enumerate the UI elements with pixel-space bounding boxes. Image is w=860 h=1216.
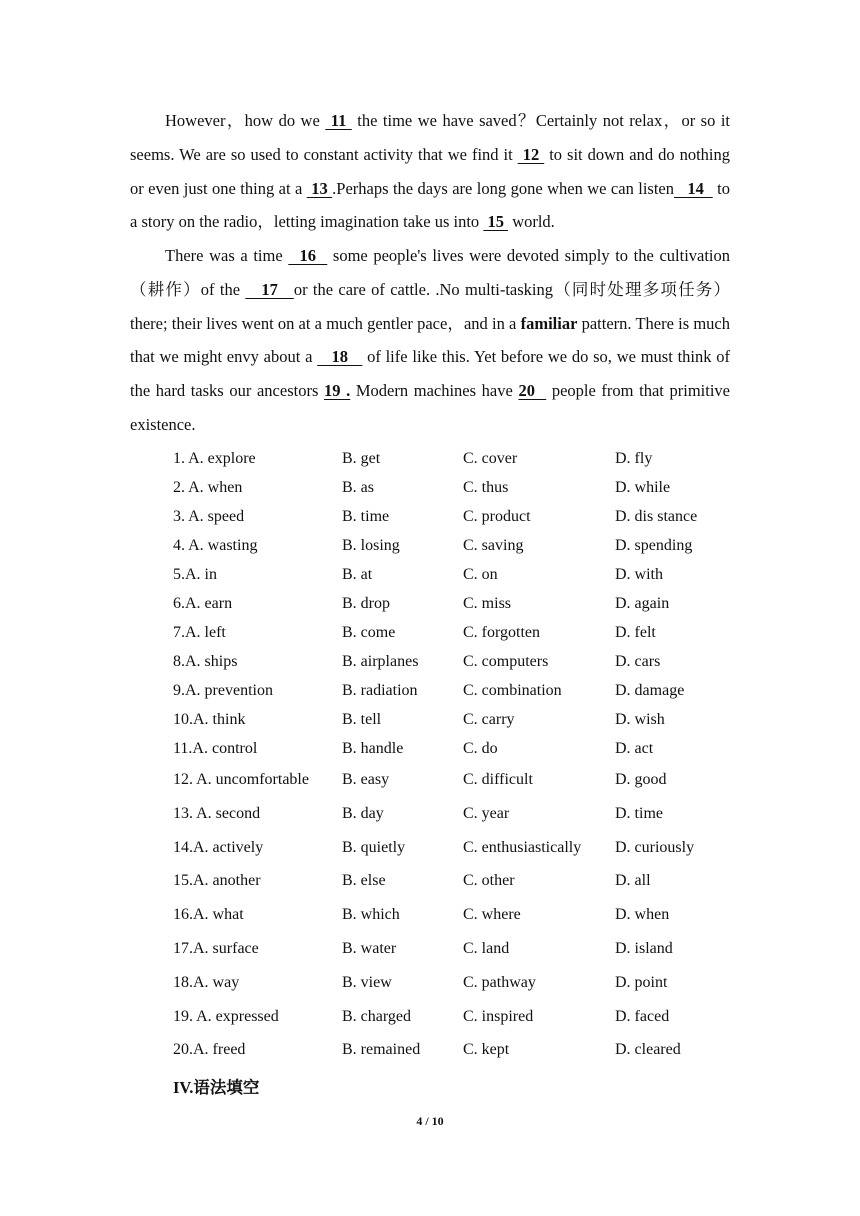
- option-c: C. inspired: [463, 1007, 534, 1025]
- blank-18: 18: [317, 347, 363, 367]
- option-a: 1. A. explore: [173, 450, 256, 467]
- option-c: C. cover: [463, 450, 518, 467]
- passage-text: the time we have saved？Certainly not relax，or so it seems. We are so used to constant activity that we find it: [130, 111, 730, 164]
- option-c: C. do: [463, 740, 498, 757]
- option-d: D. fly: [615, 450, 653, 467]
- option-d: D. cleared: [615, 1041, 681, 1059]
- option-c: C. other: [463, 872, 515, 890]
- option-a: 8.A. ships: [173, 653, 238, 670]
- option-d: D. wish: [615, 711, 665, 728]
- option-b: B. quietly: [342, 838, 406, 856]
- option-b: B. as: [342, 479, 374, 496]
- passage-paragraph-2: [130, 239, 730, 442]
- option-b: B. airplanes: [342, 653, 419, 670]
- option-c: C. miss: [463, 595, 512, 612]
- blank-14: 14: [674, 178, 713, 198]
- passage-text: some people's lives were devoted simply to the cultivation（耕作）of the: [130, 246, 731, 299]
- blank-15: 15: [483, 212, 509, 232]
- option-row: [173, 531, 733, 560]
- option-b: B. day: [342, 804, 384, 822]
- option-row: [173, 1000, 733, 1034]
- option-b: B. radiation: [342, 682, 418, 699]
- option-b: B. get: [342, 450, 381, 467]
- passage-text: to sit down and do nothing or even just one thing at a: [130, 144, 730, 198]
- option-row: [173, 932, 733, 966]
- option-a: 4. A. wasting: [173, 537, 258, 554]
- option-d: D. damage: [615, 682, 685, 699]
- passage-text: pattern. There is much that we might envy about a: [130, 313, 730, 367]
- option-row: [173, 473, 733, 502]
- option-b: B. view: [342, 973, 392, 991]
- blank-19: 19 .: [324, 381, 351, 401]
- option-c: C. thus: [463, 479, 509, 496]
- option-b: B. which: [342, 906, 400, 924]
- option-b: B. come: [342, 624, 396, 641]
- passage-text: or the care of cattle. .No multi-tasking（同时处理多项任务）there; their lives went on at a much gentler pace，and in a: [130, 279, 731, 333]
- option-d: D. time: [615, 804, 663, 822]
- page-number: 4 / 10: [416, 1114, 444, 1128]
- blank-12: 12: [517, 144, 545, 164]
- option-a: 12. A. uncomfortable: [173, 771, 309, 788]
- option-a: 7.A. left: [173, 624, 226, 641]
- bold-word: familiar: [520, 313, 578, 333]
- option-c: C. difficult: [463, 771, 533, 788]
- option-c: C. land: [463, 939, 510, 957]
- blank-20: 20: [518, 381, 547, 401]
- option-c: C. product: [463, 508, 531, 525]
- option-row: [173, 560, 733, 589]
- option-d: D. act: [615, 740, 654, 757]
- option-a: 16.A. what: [173, 906, 244, 924]
- option-row: [173, 864, 733, 898]
- option-a: 3. A. speed: [173, 508, 245, 525]
- option-d: D. good: [615, 771, 667, 788]
- option-row: [173, 502, 733, 531]
- option-a: 13. A. second: [173, 804, 261, 822]
- option-d: D. with: [615, 566, 663, 583]
- option-a: 14.A. actively: [173, 838, 264, 856]
- option-d: D. while: [615, 479, 671, 496]
- option-b: B. time: [342, 508, 390, 525]
- option-d: D. felt: [615, 624, 656, 641]
- option-d: D. again: [615, 595, 670, 612]
- option-d: D. spending: [615, 537, 693, 554]
- answer-options-table: [173, 444, 733, 1067]
- option-a: 11.A. control: [173, 740, 258, 757]
- option-b: B. water: [342, 939, 397, 957]
- option-a: 17.A. surface: [173, 939, 259, 957]
- option-c: C. year: [463, 804, 510, 822]
- option-d: D. cars: [615, 653, 661, 670]
- option-b: B. losing: [342, 537, 400, 554]
- option-c: C. enthusiastically: [463, 838, 582, 856]
- passage-text: .Perhaps the days are long gone when we can listen: [332, 178, 675, 198]
- option-d: D. point: [615, 973, 668, 991]
- option-c: C. kept: [463, 1041, 510, 1059]
- option-row: [173, 831, 733, 865]
- option-c: C. on: [463, 566, 498, 583]
- passage-paragraph-1: [130, 104, 730, 239]
- blank-17: 17: [245, 279, 294, 299]
- option-d: D. faced: [615, 1007, 670, 1025]
- option-c: C. carry: [463, 711, 515, 728]
- option-b: B. at: [342, 566, 373, 583]
- option-row: [173, 797, 733, 831]
- option-c: C. forgotten: [463, 624, 541, 641]
- option-b: B. else: [342, 872, 386, 890]
- option-d: D. island: [615, 939, 673, 957]
- option-row: [173, 647, 733, 676]
- option-c: C. saving: [463, 537, 524, 554]
- option-a: 2. A. when: [173, 479, 243, 496]
- option-c: C. pathway: [463, 973, 536, 991]
- passage-text: However，how do we: [165, 111, 326, 130]
- option-a: 19. A. expressed: [173, 1007, 279, 1025]
- passage-text: people from that primitive existence.: [130, 381, 730, 434]
- option-row: [173, 1033, 733, 1067]
- option-d: D. when: [615, 906, 670, 924]
- passage-text: Modern machines have: [350, 381, 519, 401]
- passage-text: to a story on the radio，letting imagination take us into: [130, 178, 730, 232]
- option-a: 9.A. prevention: [173, 682, 273, 699]
- section-heading: IV.语法填空: [173, 1078, 260, 1097]
- option-row: [173, 898, 733, 932]
- option-c: C. combination: [463, 682, 562, 699]
- passage-text: world.: [508, 212, 555, 232]
- option-b: B. charged: [342, 1007, 412, 1025]
- option-d: D. curiously: [615, 838, 695, 856]
- option-c: C. computers: [463, 653, 549, 670]
- option-a: 10.A. think: [173, 711, 246, 728]
- option-d: D. dis stance: [615, 508, 698, 525]
- option-b: B. easy: [342, 771, 390, 788]
- passage-text: of life like this. Yet before we do so, we must think of the hard tasks our ancestors: [130, 347, 730, 401]
- option-a: 6.A. earn: [173, 595, 233, 612]
- option-row: [173, 734, 733, 763]
- option-a: 15.A. another: [173, 872, 261, 890]
- option-row: [173, 966, 733, 1000]
- option-a: 5.A. in: [173, 566, 217, 583]
- blank-11: 11: [325, 111, 352, 130]
- option-d: D. all: [615, 872, 651, 890]
- option-c: C. where: [463, 906, 521, 924]
- option-row: [173, 763, 733, 797]
- blank-16: 16: [288, 246, 328, 265]
- option-b: B. drop: [342, 595, 390, 612]
- option-row: [173, 705, 733, 734]
- option-b: B. remained: [342, 1041, 421, 1059]
- option-row: [173, 676, 733, 705]
- option-row: [173, 444, 733, 473]
- option-a: 20.A. freed: [173, 1041, 246, 1059]
- passage-text: There was a time: [165, 246, 289, 265]
- option-a: 18.A. way: [173, 973, 240, 991]
- blank-13: 13: [306, 178, 333, 198]
- option-b: B. handle: [342, 740, 404, 757]
- option-row: [173, 618, 733, 647]
- option-row: [173, 589, 733, 618]
- option-b: B. tell: [342, 711, 382, 728]
